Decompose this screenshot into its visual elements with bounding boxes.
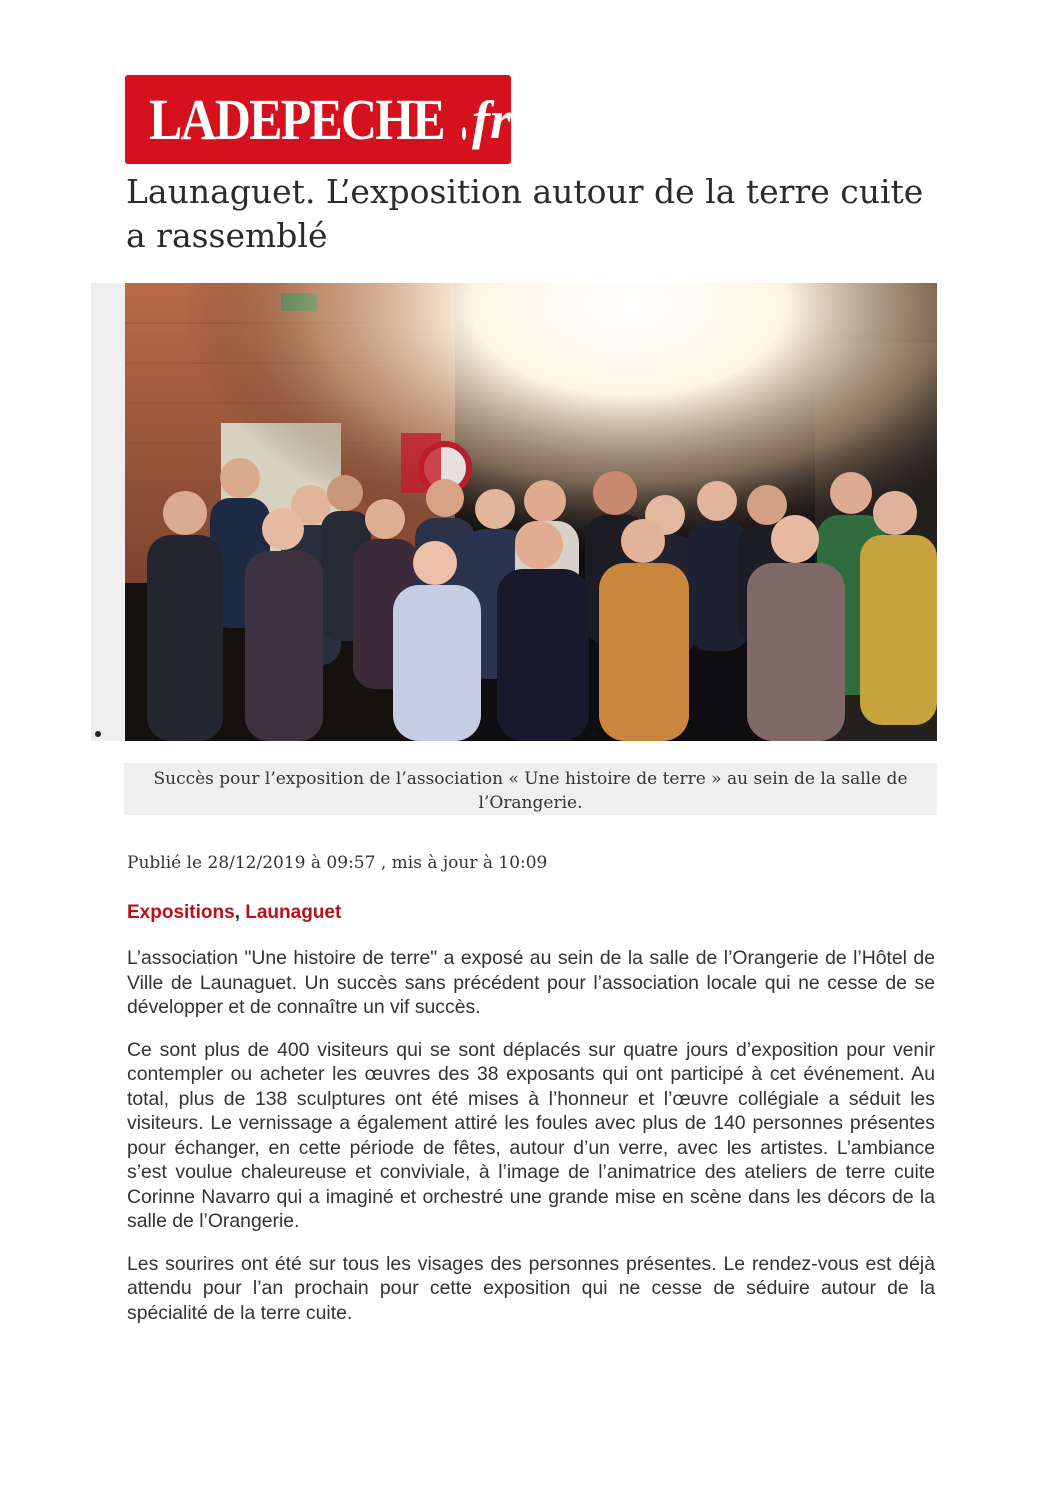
article-body [127, 946, 935, 1343]
article-paragraph: L’association "Une histoire de terre" a exposé au sein de la salle de l’Orangerie de l’Hôtel de Ville de Launaguet. Un succès sans précédent pour l’association locale qui ne cesse de se développer et de connaître un vif succès. [127, 947, 935, 1018]
logo-wordmark: LADEPECHE [149, 87, 444, 152]
photo-caption: Succès pour l’exposition de l’association « Une histoire de terre » au sein de la salle de l’Orangerie. [124, 763, 937, 815]
group-photo-illustration [125, 283, 937, 741]
article-paragraph: Ce sont plus de 400 visiteurs qui se sont déplacés sur quatre jours d’exposition pour venir contempler ou acheter les œuvres des 38 exposants qui ont participé à cet événement. Au total, plus de 138 sculptures ont été mises à l’honneur et l’œuvre collégiale a séduit les visiteurs. Le vernissage a également attiré les foules avec plus de 140 personnes présentes pour échanger, en cette période de fêtes, autour d’un verre, avec les artistes. L’ambiance s’est voulue chaleureuse et conviviale, à l’image de l’animatrice des ateliers de terre cuite Corinne Navarro qui a imaginé et orchestré une grande mise en scène dans les décors de la salle de l’Orangerie. [127, 1038, 935, 1232]
logo-dot [462, 127, 466, 140]
photo-side-strip [91, 283, 125, 741]
ladepeche-logo[interactable] [125, 75, 511, 164]
tag-separator: , [234, 902, 240, 923]
list-bullet [95, 731, 101, 737]
article-paragraph: Les sourires ont été sur tous les visages des personnes présentes. Le rendez-vous est déjà attendu pour l’an prochain pour cette exposition qui ne cesse de séduire autour de la spécialité de la terre cuite. [127, 1252, 935, 1324]
article-title: Launaguet. L’exposition autour de la terre cuite a rassemblé [126, 172, 924, 255]
publish-date: Publié le 28/12/2019 à 09:57 , mis à jour à 10:09 [127, 853, 548, 873]
article-tags [127, 902, 341, 924]
tag-launaguet[interactable]: Launaguet [245, 902, 342, 923]
tag-expositions[interactable]: Expositions [127, 902, 235, 923]
article-photo[interactable] [125, 283, 937, 741]
logo-suffix: fr [472, 89, 511, 150]
